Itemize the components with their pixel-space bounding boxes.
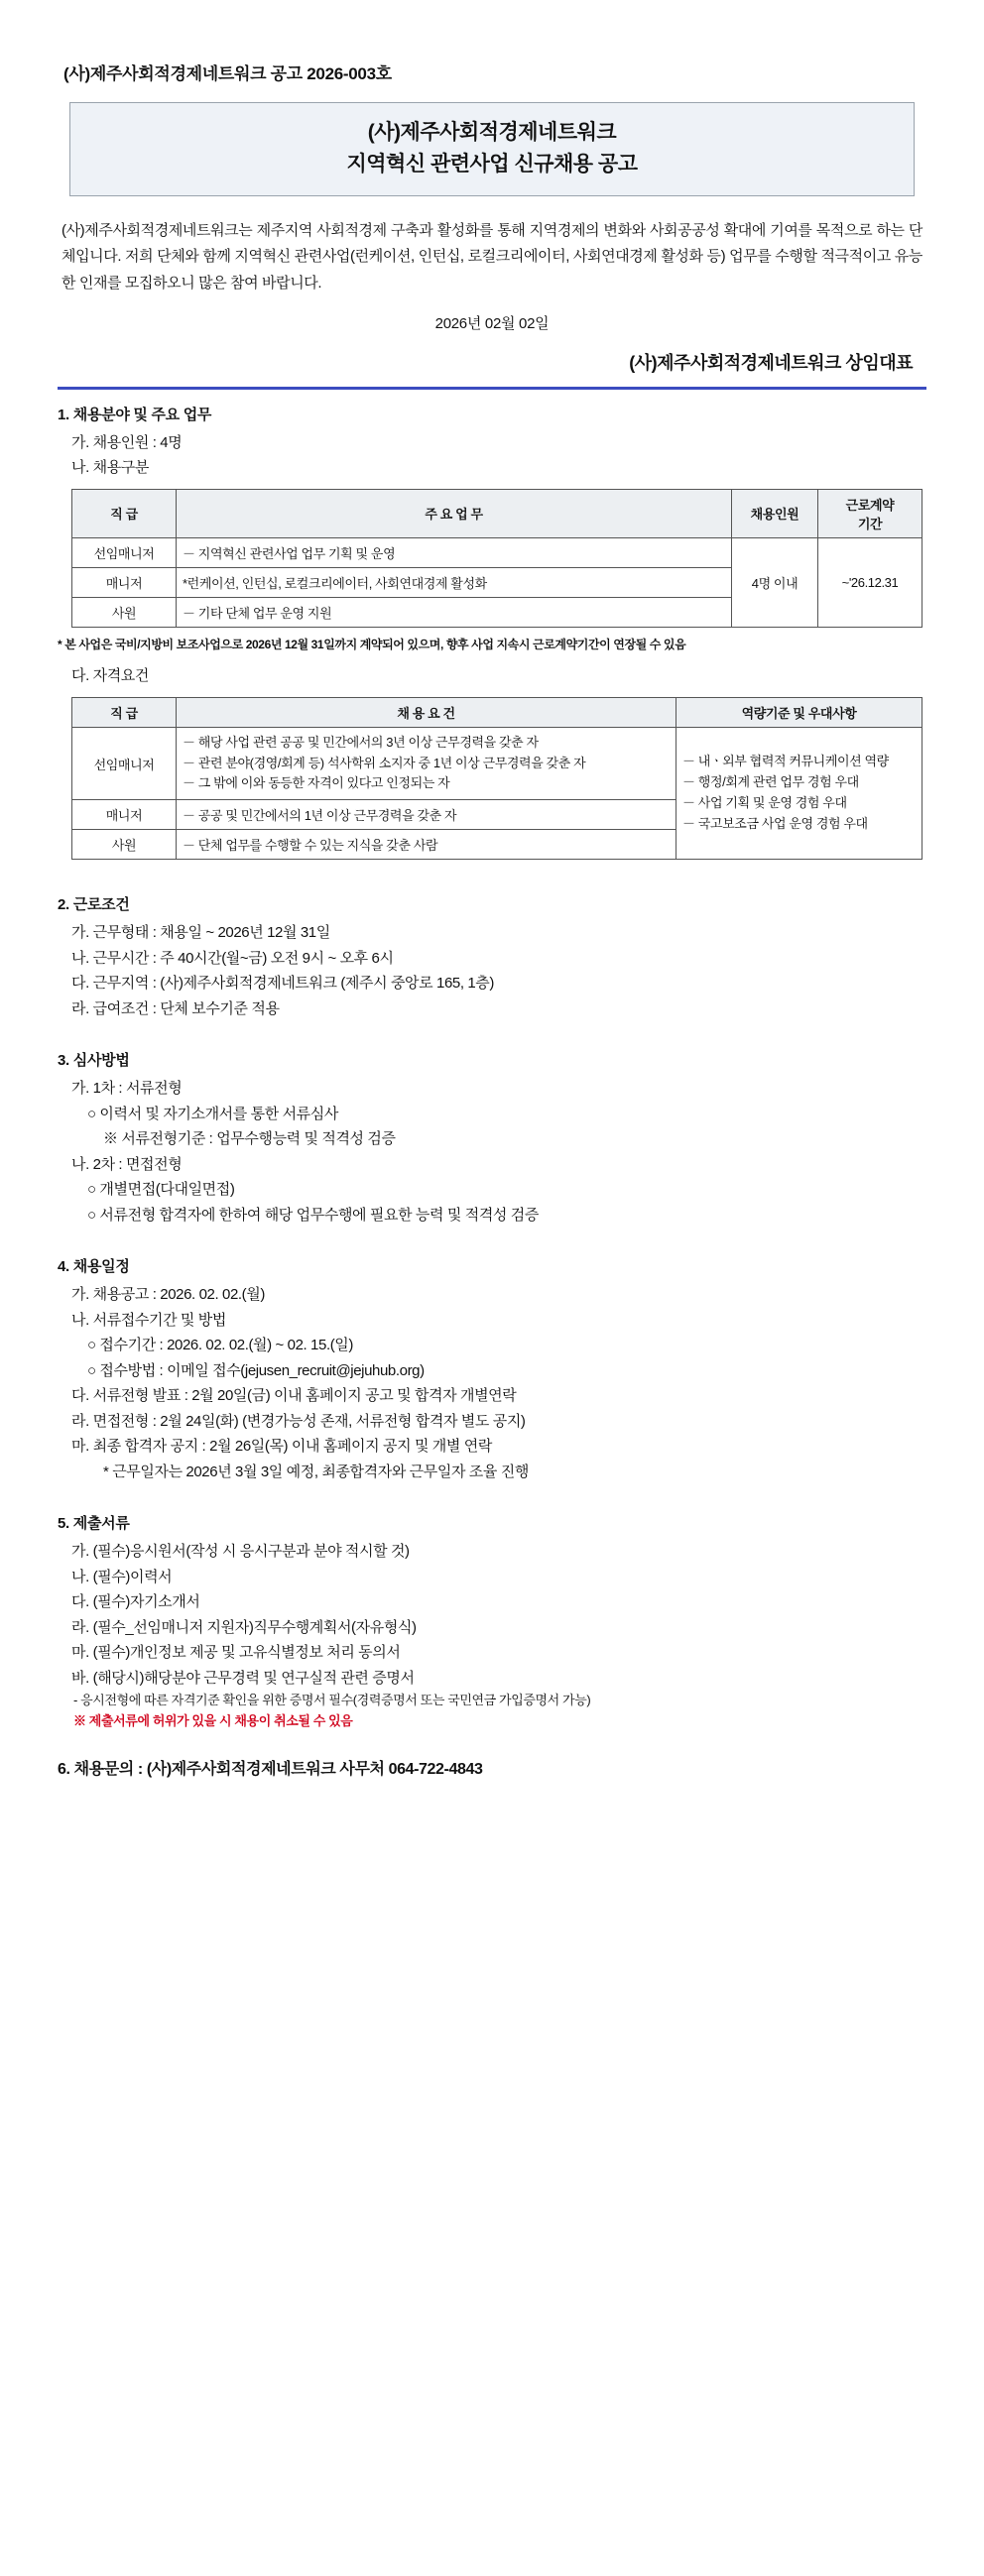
section-6-heading: 6. 채용문의 : (사)제주사회적경제네트워크 사무처 064-722-4843 — [58, 1760, 483, 1778]
section-5-item-a: 가. (필수)응시원서(작성 시 응시구분과 분야 적시할 것) — [71, 1543, 410, 1561]
cell-count: 4명 이내 — [732, 537, 818, 627]
recruit-table — [71, 489, 922, 628]
section-3-heading: 3. 심사방법 — [58, 1052, 130, 1070]
table-header-row — [72, 489, 922, 537]
section-3-item-5: ○ 개별면접(다대일면접) — [87, 1181, 235, 1199]
list-item: － 국고보조금 사업 운영 경험 우대 — [682, 815, 868, 831]
section-4-item-1: 가. 채용공고 : 2026. 02. 02.(월) — [71, 1286, 265, 1304]
list-item: － 관련 분야(경영/회계 등) 석사학위 소지자 중 1년 이상 근무경력을 갖춘 자 — [183, 755, 586, 770]
section-1-item-a: 가. 채용인원 : 4명 — [71, 433, 183, 451]
cell-grade-senior-2: 선임매니저 — [72, 727, 177, 799]
title-line-2: 지역혁신 관련사업 신규채용 공고 — [346, 152, 638, 176]
section-1-item-c: 다. 자격요건 — [71, 667, 149, 685]
th-preferences: 역량기준 및 우대사항 — [676, 697, 922, 727]
title-box — [69, 102, 915, 196]
section-4-item-7: 마. 최종 합격자 공지 : 2월 26일(목) 이내 홈페이지 공지 및 개별 연락 — [71, 1438, 492, 1456]
list-item: － 그 밖에 이와 동등한 자격이 있다고 인정되는 자 — [183, 775, 450, 791]
announcement-date: 2026년 02월 02일 — [434, 314, 550, 332]
section-3-item-2: ○ 이력서 및 자기소개서를 통한 서류심사 — [87, 1105, 338, 1122]
th-period-line2: 기간 — [857, 516, 883, 531]
title-line-1: (사)제주사회적경제네트워크 — [367, 121, 617, 144]
requirement-list — [183, 733, 670, 794]
section-4-item-3: ○ 접수기간 : 2026. 02. 02.(월) ~ 02. 15.(일) — [87, 1337, 353, 1354]
preference-list — [682, 752, 916, 834]
section-3-item-6: ○ 서류전형 합격자에 한하여 해당 업무수행에 필요한 능력 및 적격성 검증 — [87, 1206, 539, 1224]
cell-requirements-staff: － 단체 업무를 수행할 수 있는 지식을 갖춘 사람 — [177, 830, 676, 860]
cell-period: ~'26.12.31 — [818, 537, 922, 627]
cell-requirements-manager: － 공공 및 민간에서의 1년 이상 근무경력을 갖춘 자 — [177, 800, 676, 830]
cell-grade-manager: 매니저 — [72, 567, 177, 597]
divider-rule — [58, 387, 926, 390]
section-1-heading: 1. 채용분야 및 주요 업무 — [58, 406, 212, 423]
section-5-note-1: - 응시전형에 따른 자격기준 확인을 위한 증명서 필수(경력증명서 또는 국민연금 가입증명서 가능) — [73, 1693, 591, 1708]
list-item: － 내ㆍ외부 협력적 커뮤니케이션 역량 — [682, 754, 889, 769]
section-2-item-a: 가. 근무형태 : 채용일 ~ 2026년 12월 31일 — [71, 924, 330, 942]
cell-duty-3: － 기타 단체 업무 운영 지원 — [177, 597, 732, 627]
th-grade-2: 직 급 — [72, 697, 177, 727]
section-5-note-2: ※ 제출서류에 허위가 있을 시 채용이 취소될 수 있음 — [73, 1713, 353, 1729]
section-3-item-1: 가. 1차 : 서류전형 — [71, 1080, 183, 1098]
section-2-item-d: 라. 급여조건 : 단체 보수기준 적용 — [71, 999, 280, 1017]
section-5-item-c: 다. (필수)자기소개서 — [71, 1593, 200, 1611]
cell-preferences — [676, 727, 922, 859]
section-4-item-5: 다. 서류전형 발표 : 2월 20일(금) 이내 홈페이지 공고 및 합격자 개별연락 — [71, 1387, 517, 1405]
section-2-heading: 2. 근로조건 — [58, 896, 130, 914]
section-3-item-3: ※ 서류전형기준 : 업무수행능력 및 적격성 검증 — [103, 1130, 396, 1148]
signer-name: (사)제주사회적경제네트워크 상임대표 — [629, 352, 913, 373]
section-2-item-b: 나. 근무시간 : 주 40시간(월~금) 오전 9시 ~ 오후 6시 — [71, 949, 394, 967]
section-2-item-c: 다. 근무지역 : (사)제주사회적경제네트워크 (제주시 중앙로 165, 1층) — [71, 975, 494, 993]
cell-grade-manager-2: 매니저 — [72, 800, 177, 830]
th-duty: 주 요 업 무 — [177, 489, 732, 537]
list-item: － 행정/회계 관련 업무 경험 우대 — [682, 774, 859, 790]
cell-duty-2: *런케이션, 인턴십, 로컬크리에이터, 사회연대경제 활성화 — [177, 567, 732, 597]
th-requirements: 채 용 요 건 — [177, 697, 676, 727]
list-item: － 사업 기획 및 운영 경험 우대 — [682, 795, 847, 811]
cell-requirements-senior — [177, 727, 676, 799]
cell-grade-staff: 사원 — [72, 597, 177, 627]
table-row — [72, 727, 922, 799]
section-5-item-d: 라. (필수_선임매니저 지원자)직무수행계획서(자유형식) — [71, 1618, 417, 1636]
table-header-row — [72, 697, 922, 727]
section-3-item-4: 나. 2차 : 면접전형 — [71, 1155, 183, 1173]
section-4-item-6: 라. 면접전형 : 2월 24일(화) (변경가능성 존재, 서류전형 합격자 별도 공지) — [71, 1412, 526, 1430]
intro-paragraph: (사)제주사회적경제네트워크는 제주지역 사회적경제 구축과 활성화를 통해 지역경제의 변화와 사회공공성 확대에 기여를 목적으로 하는 단체입니다. 저희 단체와 함께 지역혁신 관련사업(런케이션, 인턴십, 로컬크리에이터, 사회연대경제 활성화 등) 업무를 수행할 적극적이고 유능한 인재를 모집하오니 많은 참여 바랍니다. — [62, 222, 922, 292]
section-1-footnote: * 본 사업은 국비/지방비 보조사업으로 2026년 12월 31일까지 계약되어 있으며, 향후 사업 지속시 근로계약기간이 연장될 수 있음 — [58, 637, 686, 651]
section-4-item-4: ○ 접수방법 : 이메일 접수(jejusen_recruit@jejuhub.org) — [87, 1361, 425, 1379]
th-count: 채용인원 — [732, 489, 818, 537]
section-5-heading: 5. 제출서류 — [58, 1515, 130, 1533]
qualification-table — [71, 697, 922, 860]
cell-duty-1: － 지역혁신 관련사업 업무 기획 및 운영 — [177, 537, 732, 567]
section-5-item-b: 나. (필수)이력서 — [71, 1568, 173, 1585]
cell-grade-staff-2: 사원 — [72, 830, 177, 860]
section-5-item-e: 마. (필수)개인정보 제공 및 고유식별정보 처리 동의서 — [71, 1644, 401, 1662]
th-period — [818, 489, 922, 537]
list-item: － 해당 사업 관련 공공 및 민간에서의 3년 이상 근무경력을 갖춘 자 — [183, 734, 539, 750]
table-row — [72, 537, 922, 567]
section-5-item-f: 바. (해당시)해당분야 근무경력 및 연구실적 관련 증명서 — [71, 1669, 415, 1687]
th-period-line1: 근로계약 — [845, 497, 895, 513]
section-4-item-8: * 근무일자는 2026년 3월 3일 예정, 최종합격자와 근무일자 조율 진행 — [103, 1463, 529, 1480]
document-number: (사)제주사회적경제네트워크 공고 2026-003호 — [63, 64, 392, 83]
th-grade: 직 급 — [72, 489, 177, 537]
section-4-item-2: 나. 서류접수기간 및 방법 — [71, 1311, 226, 1329]
cell-grade-senior: 선임매니저 — [72, 537, 177, 567]
section-4-heading: 4. 채용일정 — [58, 1258, 130, 1276]
section-1-item-b: 나. 채용구분 — [71, 459, 149, 477]
